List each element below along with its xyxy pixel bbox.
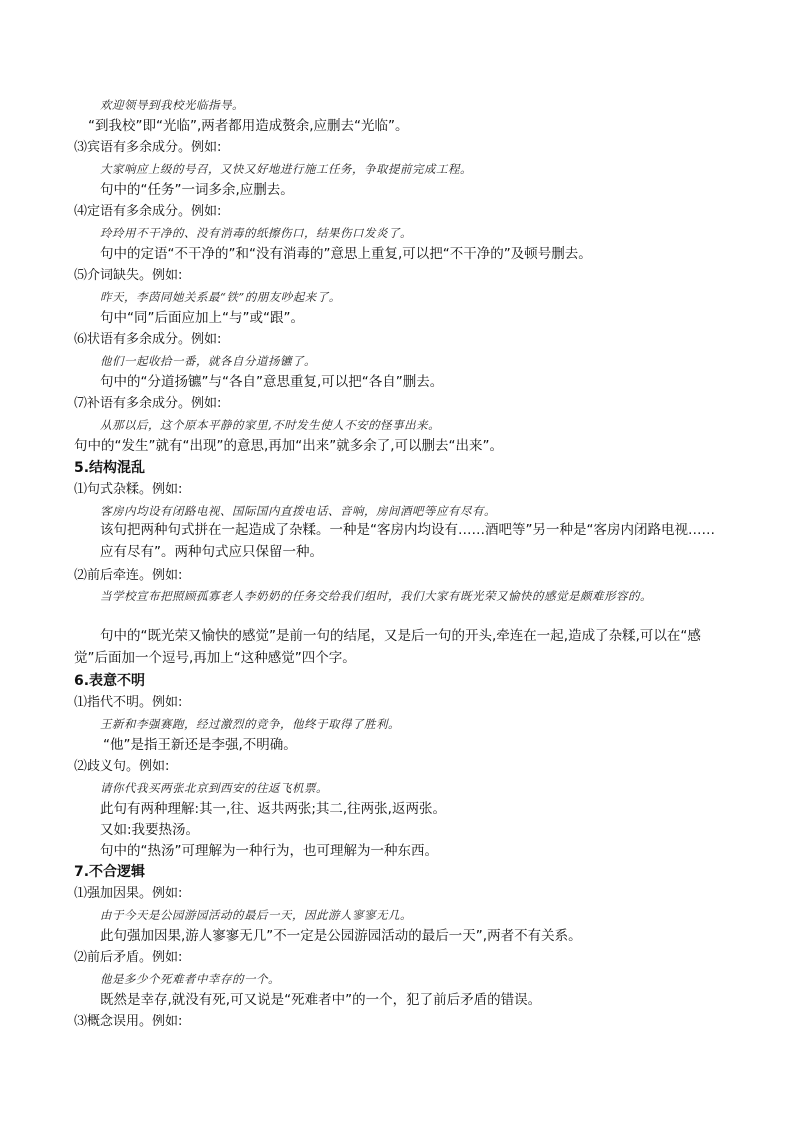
subsection-heading: ⑷定语有多余成分。例如: [74, 204, 222, 219]
explanation-text: 句中的“发生”就有“出现”的意思,再加“出来”就多余了,可以删去“出来”。 [74, 438, 504, 454]
subsection-heading: ⑴强加因果。例如: [74, 886, 183, 901]
explanation-text: 该句把两种句式拼在一起造成了杂糅。一种是“客房内均设有……酒吧等”另一种是“客房内闭路电视……应有尽有”。两种句式应只保留一种。 [100, 522, 715, 560]
example-sentence: 他们一起收拾一番，就各自分道扬镳了。 [100, 354, 316, 368]
example-sentence: 客房内均设有闭路电视、国际国内直拨电话、音响，房间酒吧等应有尽有。 [100, 504, 496, 518]
explanation-text: 句中的定语“不干净的”和“没有消毒的”意思上重复,可以把“不干净的”及顿号删去。 [100, 246, 592, 262]
subsection-heading: ⑸介词缺失。例如: [74, 268, 183, 283]
example-sentence: 昨天，李茵同她关系最“铁”的朋友吵起来了。 [100, 290, 341, 304]
subsection-heading: ⑶概念误用。例如: [74, 1014, 183, 1029]
example-sentence: 欢迎领导到我校光临指导。 [100, 98, 244, 112]
example-sentence: 请你代我买两张北京到西安的往返飞机票。 [100, 781, 328, 795]
subsection-heading: ⑵歧义句。例如: [74, 759, 170, 774]
section-heading: 7.不合逻辑 [74, 864, 146, 880]
section-heading: 6.表意不明 [74, 673, 146, 689]
subsection-heading: ⑹状语有多余成分。例如: [74, 332, 222, 347]
example-sentence: 他是多少个死难者中幸存的一个。 [100, 972, 280, 986]
explanation-text: 句中的“任务”一词多余,应删去。 [100, 182, 294, 198]
explanation-text: “他”是指王新还是李强,不明确。 [103, 737, 297, 753]
explanation-text: 此句有两种理解:其一,往、返共两张;其二,往两张,返两张。 [100, 801, 446, 817]
explanation-text: 既然是幸存,就没有死,可又说是“死难者中”的一个，犯了前后矛盾的错误。 [100, 992, 542, 1008]
subsection-heading: ⑶宾语有多余成分。例如: [74, 140, 222, 155]
example-sentence: 王新和李强赛跑，经过激烈的竞争，他终于取得了胜利。 [100, 717, 400, 731]
example-sentence: 大家响应上级的号召，又快又好地进行施工任务，争取提前完成工程。 [100, 162, 472, 176]
explanation-text: “到我校”即“光临”,两者都用造成赘余,应删去“光临”。 [88, 118, 409, 134]
explanation-text: 句中的“分道扬镳”与“各自”意思重复,可以把“各自”删去。 [100, 374, 444, 390]
subsection-heading: ⑴指代不明。例如: [74, 695, 183, 710]
example-sentence: 当学校宣布把照顾孤寡老人李奶奶的任务交给我们组时，我们大家有既光荣又愉快的感觉是颇难形容的。 [100, 589, 652, 603]
explanation-text: 句中的“热汤”可理解为一种行为，也可理解为一种东西。 [100, 843, 438, 859]
subsection-heading: ⑴句式杂糅。例如: [74, 482, 183, 497]
explanation-text: 句中的“既光荣又愉快的感觉”是前一句的结尾，又是后一句的开头,牵连在一起,造成了杂糅,可以在“感觉”后面加一个逗号,再加上“这种感觉”四个字。 [74, 628, 701, 666]
explanation-text: 此句强加因果,游人寥寥无几”不一定是公园游园活动的最后一天”,两者不有关系。 [100, 928, 582, 944]
section-heading: 5.结构混乱 [74, 460, 146, 476]
subsection-heading: ⑵前后矛盾。例如: [74, 950, 183, 965]
subsection-heading: ⑺补语有多余成分。例如: [74, 396, 222, 411]
subsection-heading: ⑵前后牵连。例如: [74, 568, 183, 583]
example-sentence: 玲玲用不干净的、没有消毒的纸擦伤口，结果伤口发炎了。 [100, 226, 412, 240]
explanation-text: 句中“同”后面应加上“与”或“跟”。 [100, 310, 304, 326]
example-sentence: 由于今天是公园游园活动的最后一天，因此游人寥寥无几。 [100, 908, 412, 922]
explanation-text: 又如:我要热汤。 [100, 822, 200, 838]
example-sentence: 从那以后，这个原本平静的家里,不时发生使人不安的怪事出来。 [100, 418, 441, 432]
